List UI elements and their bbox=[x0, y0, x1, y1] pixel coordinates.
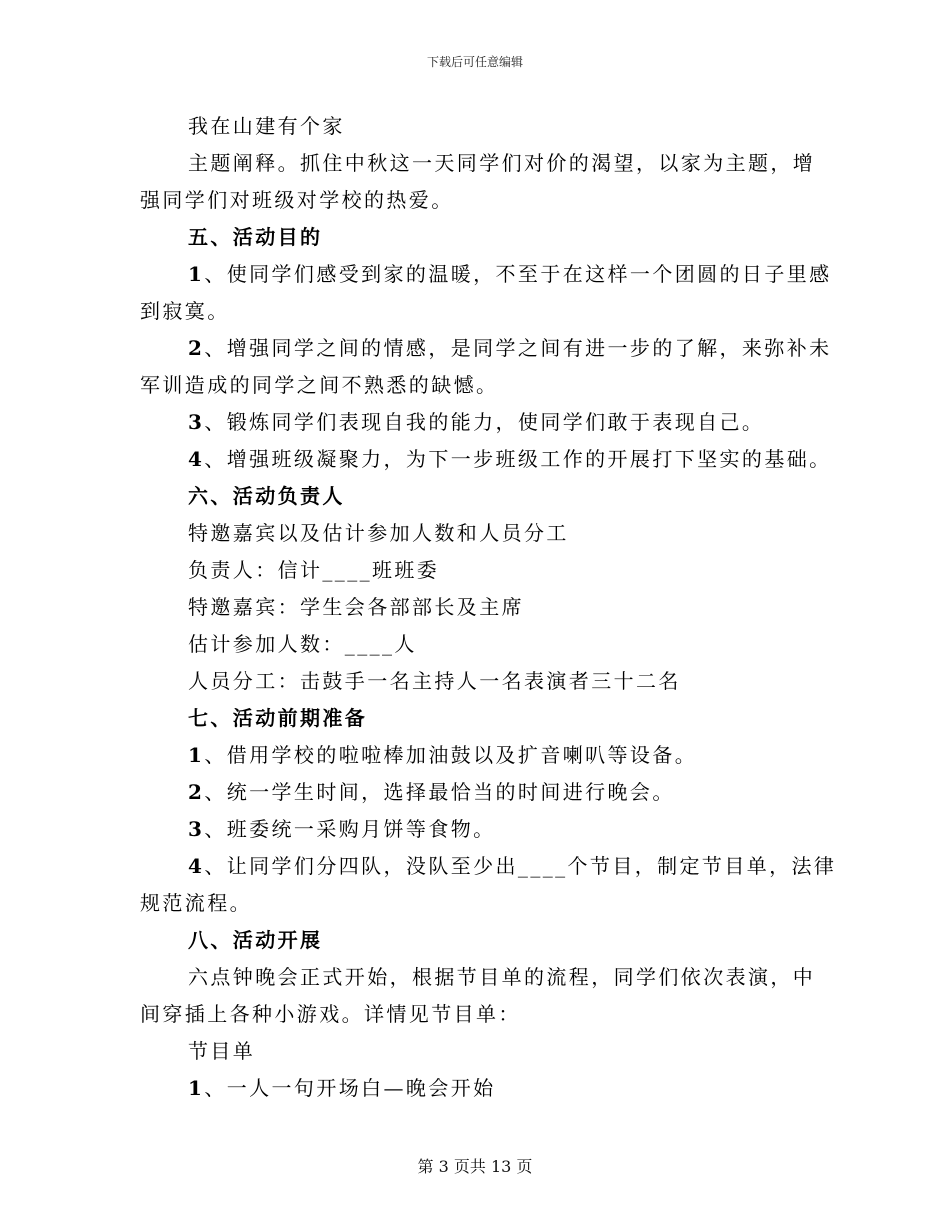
list-number: 3 bbox=[188, 410, 205, 434]
list-text: 、统一学生时间，选择最恰当的时间进行晚会。 bbox=[204, 780, 675, 804]
paragraph-special-guests: 特邀嘉宾：学生会各部部长及主席 bbox=[188, 595, 524, 619]
list-item-purpose-1-line2: 到寂寞。 bbox=[140, 299, 230, 323]
list-number: 2 bbox=[188, 336, 205, 360]
list-item-purpose-2-line1 bbox=[140, 330, 832, 367]
list-item-prep-3 bbox=[140, 811, 810, 848]
list-text: 、借用学校的啦啦棒加油鼓以及扩音喇叭等设备。 bbox=[204, 743, 698, 767]
list-text: 、使同学们感受到家的温暖，不至于在这样一个团圆的日子里感 bbox=[204, 262, 832, 286]
paragraph-responsible: 负责人：信计____班班委 bbox=[188, 558, 440, 582]
paragraph-theme-line2: 强同学们对班级对学校的热爱。 bbox=[140, 188, 454, 212]
list-item-prep-4-line1 bbox=[140, 848, 837, 885]
list-number: 1 bbox=[188, 743, 205, 767]
document-body bbox=[140, 108, 837, 1107]
paragraph-guests-intro: 特邀嘉宾以及估计参加人数和人员分工 bbox=[188, 521, 569, 545]
heading-section-7: 七、活动前期准备 bbox=[188, 706, 368, 730]
list-number: 1 bbox=[188, 1076, 205, 1100]
list-item-prep-1 bbox=[140, 737, 810, 774]
paragraph-title: 我在山建有个家 bbox=[188, 114, 345, 138]
list-number: 4 bbox=[188, 447, 205, 471]
heading-section-6: 六、活动负责人 bbox=[188, 484, 345, 508]
list-item-purpose-2-line2: 军训造成的同学之间不熟悉的缺憾。 bbox=[140, 373, 499, 397]
heading-section-8: 八、活动开展 bbox=[188, 928, 323, 952]
list-item-purpose-4 bbox=[140, 441, 832, 478]
list-text: 、班委统一采购月饼等食物。 bbox=[204, 817, 496, 841]
list-item-prep-4-line2: 规范流程。 bbox=[140, 891, 252, 915]
list-text: 、一人一句开场白—晚会开始 bbox=[204, 1076, 496, 1100]
list-number: 3 bbox=[188, 817, 205, 841]
list-number: 1 bbox=[188, 262, 205, 286]
paragraph-staff-assignment: 人员分工：击鼓手一名主持人一名表演者三十二名 bbox=[188, 669, 681, 693]
list-text: 、增强同学之间的情感，是同学之间有进一步的了解，来弥补未 bbox=[204, 336, 832, 360]
paragraph-estimated-count: 估计参加人数：____人 bbox=[188, 632, 417, 656]
paragraph-program-title: 节目单 bbox=[188, 1039, 256, 1063]
page-footer: 第 3 页共 13 页 bbox=[417, 1157, 533, 1176]
paragraph-event-line2: 间穿插上各种小游戏。详情见节目单： bbox=[140, 1002, 521, 1026]
paragraph-theme-line1: 主题阐释。抓住中秋这一天同学们对价的渴望，以家为主题，增 bbox=[188, 151, 816, 175]
heading-section-5: 五、活动目的 bbox=[188, 225, 323, 249]
list-item-purpose-3 bbox=[140, 404, 810, 441]
list-number: 2 bbox=[188, 780, 205, 804]
list-item-prep-2 bbox=[140, 774, 810, 811]
list-item-program-1 bbox=[140, 1070, 810, 1107]
list-text: 、锻炼同学们表现自我的能力，使同学们敢于表现自己。 bbox=[204, 410, 765, 434]
list-item-purpose-1-line1 bbox=[140, 256, 832, 293]
list-text: 、让同学们分四队，没队至少出____个节目，制定节目单，法律 bbox=[204, 854, 837, 878]
list-text: 、增强班级凝聚力，为下一步班级工作的开展打下坚实的基础。 bbox=[204, 447, 832, 471]
page-header: 下载后可任意编辑 bbox=[426, 55, 523, 69]
list-number: 4 bbox=[188, 854, 205, 878]
paragraph-event-line1: 六点钟晚会正式开始，根据节目单的流程，同学们依次表演，中 bbox=[188, 965, 816, 989]
